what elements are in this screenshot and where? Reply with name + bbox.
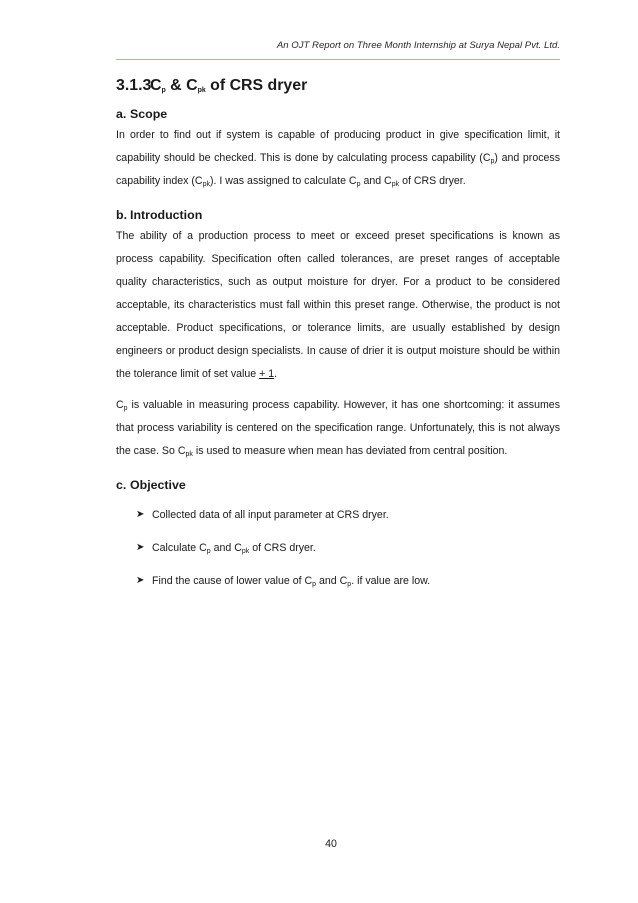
list-item	[116, 540, 560, 556]
intro-p1-tolerance: + 1	[259, 368, 275, 380]
section-number: 3.1.3	[116, 77, 152, 94]
scope-sub-3: p	[356, 181, 361, 188]
scope-text-3: ). I was assigned to calculate C	[209, 175, 357, 187]
arrow-bullet-icon: ➤	[136, 575, 145, 586]
objective-item-text: . if value are low.	[351, 575, 431, 587]
scope-title: Scope	[130, 107, 168, 121]
section-title-amp: & C	[165, 77, 198, 94]
objective-item-text: Collected data of all input parameter at CRS dryer.	[152, 509, 389, 521]
scope-sub-2: pk	[202, 181, 210, 188]
objective-item-sub: p	[312, 581, 317, 588]
objective-item-text: and C	[316, 575, 348, 587]
scope-heading	[116, 106, 560, 122]
objective-heading	[116, 477, 560, 493]
scope-text-2: ) and process capability index (C	[116, 152, 560, 187]
introduction-title: Introduction	[130, 208, 203, 222]
introduction-letter: b.	[116, 208, 128, 222]
intro-p2-sub-pk: pk	[185, 451, 193, 458]
section-heading	[116, 78, 560, 94]
objective-title: Objective	[130, 478, 186, 492]
objective-item-text: of CRS dryer.	[249, 542, 316, 554]
objective-item-sub: p	[206, 548, 211, 555]
section-title-c: C	[150, 77, 162, 94]
objective-item-sub: pk	[241, 548, 250, 555]
header-rule	[116, 59, 560, 60]
list-item	[116, 573, 560, 589]
scope-letter: a.	[116, 107, 127, 121]
scope-sub-4: pk	[391, 181, 400, 188]
objective-letter: c.	[116, 478, 127, 492]
objective-item-text: and C	[210, 542, 242, 554]
section-title-rest: of CRS dryer	[205, 77, 308, 94]
arrow-bullet-icon: ➤	[136, 509, 145, 520]
intro-p2-text-2: is used to measure when mean has deviated from central position.	[192, 445, 508, 457]
intro-p2-sub-p: p	[123, 405, 128, 412]
scope-paragraph	[116, 124, 560, 193]
list-item	[116, 507, 560, 523]
scope-sub-1: p	[490, 158, 495, 165]
objective-item-text: Find the cause of lower value of C	[152, 575, 313, 587]
intro-p2-text-1: is valuable in measuring process capability. However, it has one shortcoming: it assumes that process variability is centered on the specification range. Unfortunately, this is not always the case. So C	[116, 399, 560, 457]
page-number: 40	[325, 838, 337, 850]
introduction-paragraph-1	[116, 225, 560, 386]
introduction-paragraph-2	[116, 394, 560, 463]
intro-p2-c: C	[116, 399, 124, 411]
intro-p1-text: The ability of a production process to meet or exceed preset specifications is known as process capability. Specification often called tolerances, are preset ranges of acceptable quality characteristics, such as output moisture for dryer. For a product to be considered acceptable, its characteristics must fall within this preset range. Otherwise, the product is not acceptable. Product specifications, or tolerance limits, are usually established by design engineers or product design specialists. In cause of drier it is output moisture should be within the tolerance limit of set value	[116, 230, 560, 380]
objective-list	[116, 507, 560, 589]
page-content	[116, 78, 560, 589]
section-title-sub-p: p	[161, 87, 166, 94]
scope-text-1: In order to find out if system is capable of producing product in give specification limit, it capability should be checked. This is done by calculating process capability (C	[116, 129, 560, 164]
arrow-bullet-icon: ➤	[136, 542, 145, 553]
intro-p1-end: .	[274, 368, 278, 380]
objective-item-sub: p	[347, 581, 352, 588]
scope-text-4: and C	[360, 175, 392, 187]
objective-item-text: Calculate C	[152, 542, 207, 554]
introduction-heading	[116, 207, 560, 223]
scope-text-5: of CRS dryer.	[399, 175, 466, 187]
running-header: An OJT Report on Three Month Internship at Surya Nepal Pvt. Ltd.	[276, 40, 560, 51]
section-title-sub-pk: pk	[197, 87, 206, 94]
